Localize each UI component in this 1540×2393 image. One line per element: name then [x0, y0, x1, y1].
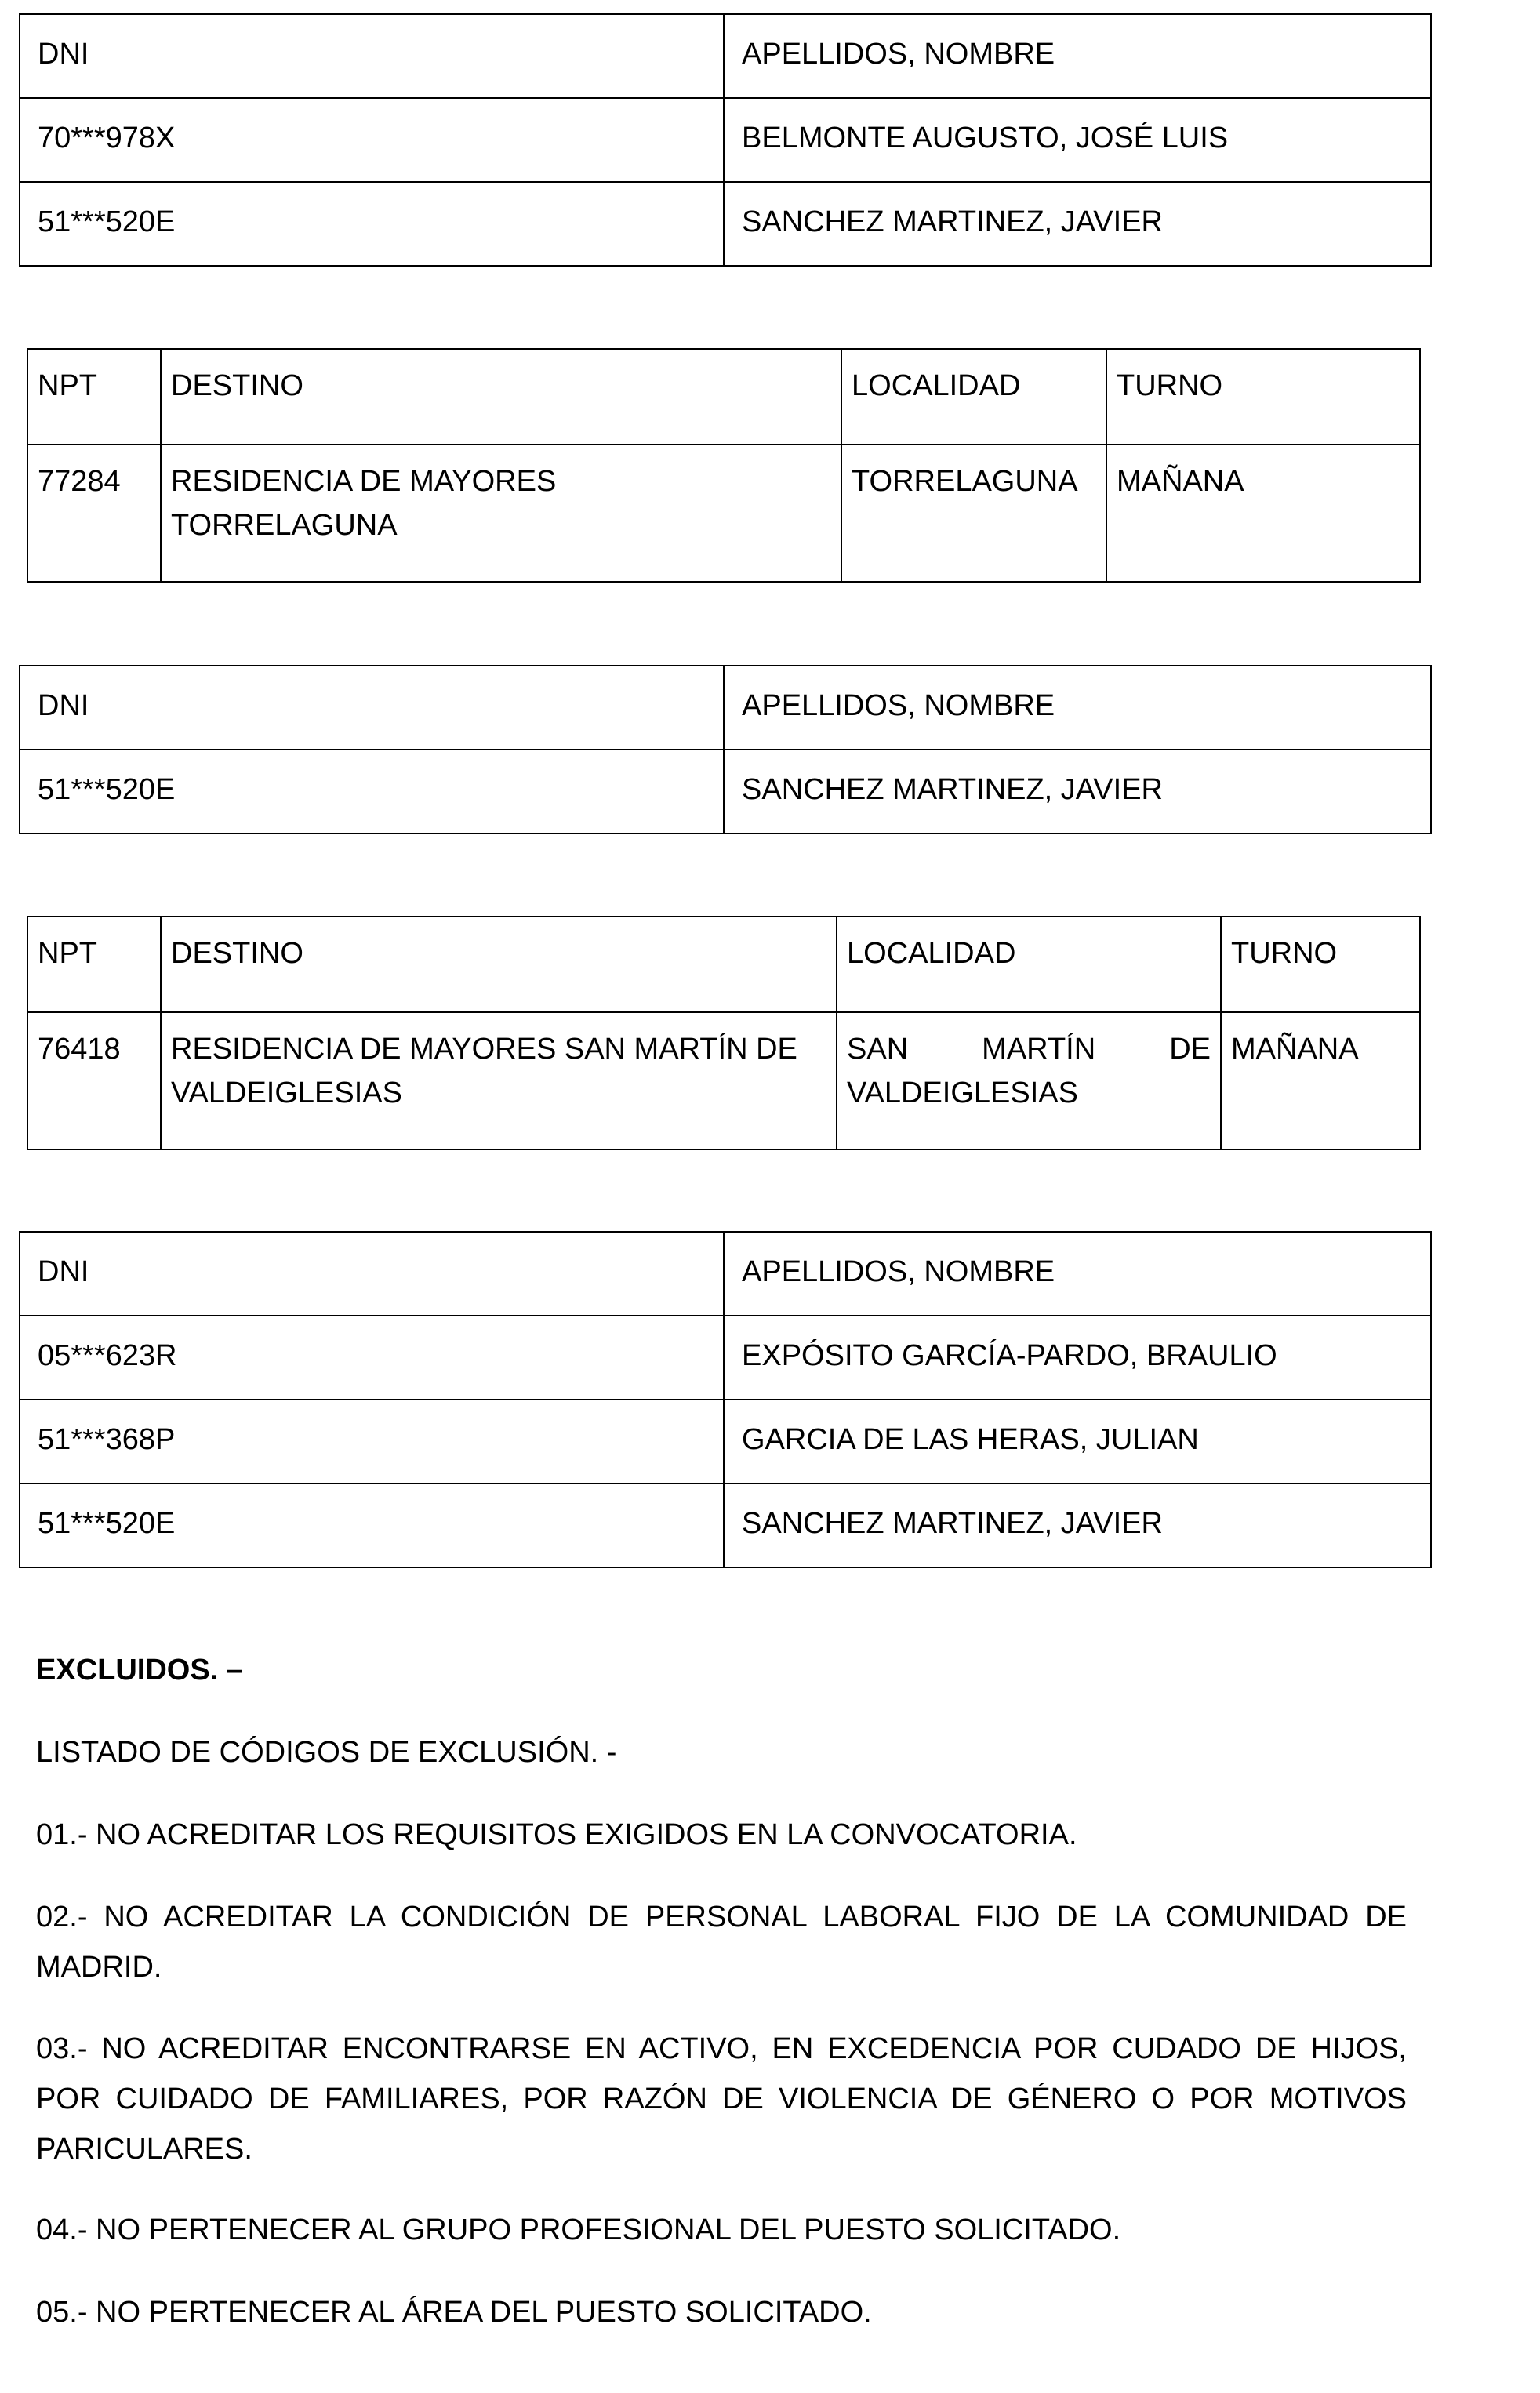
localidad-cell	[837, 1012, 1221, 1149]
table-header-row	[27, 917, 1420, 1012]
header-localidad: LOCALIDAD	[841, 349, 1106, 445]
header-name: APELLIDOS, NOMBRE	[724, 14, 1431, 98]
header-dni: DNI	[20, 666, 724, 750]
exclusion-list-title: LISTADO DE CÓDIGOS DE EXCLUSIÓN. -	[36, 1736, 617, 1769]
name-cell: EXPÓSITO GARCÍA-PARDO, BRAULIO	[724, 1316, 1431, 1400]
header-npt: NPT	[27, 917, 161, 1012]
destino-cell	[161, 445, 841, 582]
table-row	[20, 750, 1431, 833]
dni-cell: 51***520E	[20, 750, 724, 833]
dni-cell: 51***520E	[20, 1483, 724, 1567]
table-row	[20, 182, 1431, 266]
excluded-heading: EXCLUIDOS. –	[36, 1654, 243, 1687]
table-header-row	[20, 1232, 1431, 1316]
localidad-line-2: VALDEIGLESIAS	[847, 1077, 1078, 1109]
npt-cell: 76418	[27, 1012, 161, 1149]
destino-text: RESIDENCIA DE MAYORES TORRELAGUNA	[171, 465, 557, 542]
dni-cell: 05***623R	[20, 1316, 724, 1400]
name-cell: BELMONTE AUGUSTO, JOSÉ LUIS	[724, 98, 1431, 182]
name-cell: SANCHEZ MARTINEZ, JAVIER	[724, 750, 1431, 833]
table-header-row	[27, 349, 1420, 445]
header-npt: NPT	[27, 349, 161, 445]
header-dni: DNI	[20, 1232, 724, 1316]
table-row	[20, 98, 1431, 182]
table-row	[20, 1483, 1431, 1567]
header-destino: DESTINO	[161, 349, 841, 445]
localidad-cell: TORRELAGUNA	[841, 445, 1106, 582]
position-table-1	[27, 348, 1421, 583]
destino-cell: RESIDENCIA DE MAYORES SAN MARTÍN DE VALDEIGLESIAS	[161, 1012, 837, 1149]
name-cell: GARCIA DE LAS HERAS, JULIAN	[724, 1400, 1431, 1483]
header-name: APELLIDOS, NOMBRE	[724, 666, 1431, 750]
dni-cell: 51***520E	[20, 182, 724, 266]
name-cell: SANCHEZ MARTINEZ, JAVIER	[724, 182, 1431, 266]
dni-cell: 70***978X	[20, 98, 724, 182]
table-row	[20, 1316, 1431, 1400]
applicants-table-2	[19, 665, 1432, 834]
header-name: APELLIDOS, NOMBRE	[724, 1232, 1431, 1316]
table-row	[27, 445, 1420, 582]
table-header-row	[20, 666, 1431, 750]
dni-cell: 51***368P	[20, 1400, 724, 1483]
position-table-2	[27, 916, 1421, 1150]
exclusion-code-01: 01.- NO ACREDITAR LOS REQUISITOS EXIGIDOS EN LA CONVOCATORIA.	[36, 1818, 1077, 1851]
header-turno: TURNO	[1106, 349, 1420, 445]
npt-cell: 77284	[27, 445, 161, 582]
name-cell: SANCHEZ MARTINEZ, JAVIER	[724, 1483, 1431, 1567]
table-header-row	[20, 14, 1431, 98]
applicants-table-3	[19, 1231, 1432, 1568]
exclusion-code-03: 03.- NO ACREDITAR ENCONTRARSE EN ACTIVO, EN EXCEDENCIA POR CUDADO DE HIJOS, POR CUIDADO DE FAMILIARES, POR RAZÓN DE VIOLENCIA DE GÉNERO O POR MOTIVOS PARICULARES.	[36, 2032, 1407, 2166]
exclusion-code-02: 02.- NO ACREDITAR LA CONDICIÓN DE PERSONAL LABORAL FIJO DE LA COMUNIDAD DE MADRID.	[36, 1901, 1407, 1984]
turno-cell: MAÑANA	[1221, 1012, 1420, 1149]
table-row	[20, 1400, 1431, 1483]
header-localidad: LOCALIDAD	[837, 917, 1221, 1012]
header-turno: TURNO	[1221, 917, 1420, 1012]
exclusion-code-05: 05.- NO PERTENECER AL ÁREA DEL PUESTO SOLICITADO.	[36, 2296, 872, 2329]
applicants-table-1	[19, 13, 1432, 267]
localidad-line-1: SAN MARTÍN DE	[847, 1033, 1211, 1066]
turno-cell: MAÑANA	[1106, 445, 1420, 582]
header-dni: DNI	[20, 14, 724, 98]
exclusion-code-04: 04.- NO PERTENECER AL GRUPO PROFESIONAL DEL PUESTO SOLICITADO.	[36, 2213, 1121, 2246]
table-row	[27, 1012, 1420, 1149]
header-destino: DESTINO	[161, 917, 837, 1012]
